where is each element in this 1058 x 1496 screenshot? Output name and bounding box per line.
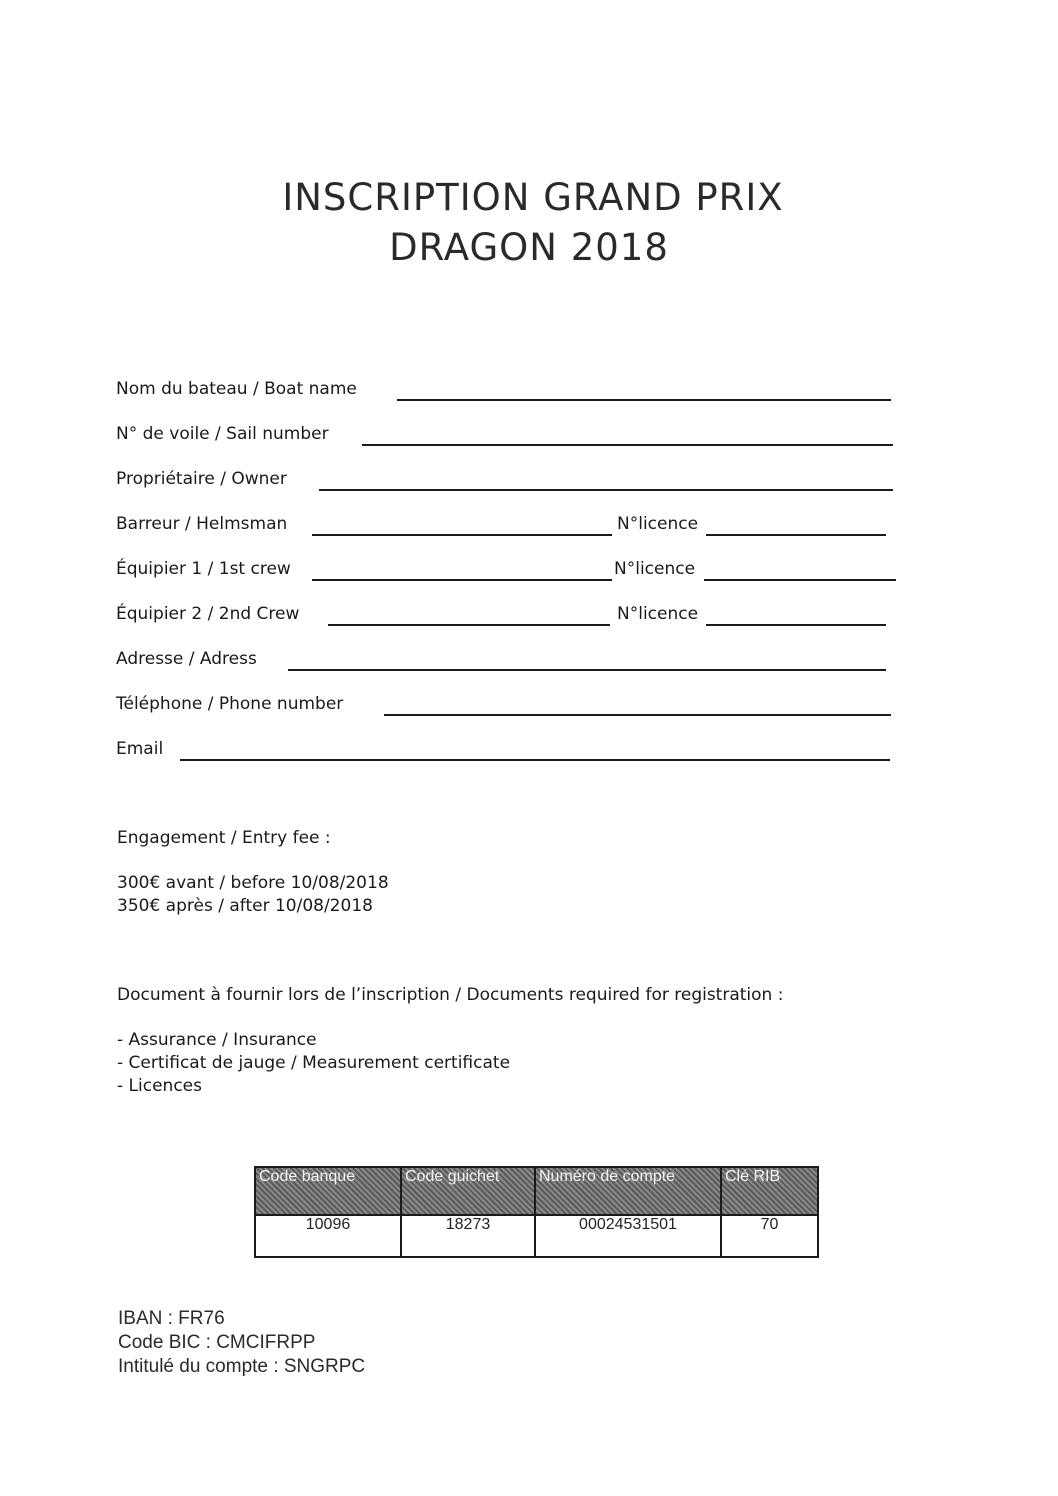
boat-name-field[interactable] bbox=[397, 399, 891, 401]
header-cle-rib: Clé RIB bbox=[721, 1167, 818, 1215]
sail-number-label: N° de voile / Sail number bbox=[116, 424, 329, 444]
sail-number-field[interactable] bbox=[362, 444, 893, 446]
fee-after: 350€ après / after 10/08/2018 bbox=[117, 896, 373, 916]
crew1-label: Équipier 1 / 1st crew bbox=[116, 559, 291, 579]
code-guichet-cell: 18273 bbox=[401, 1215, 535, 1257]
form-title-line-2: DRAGON 2018 bbox=[389, 226, 669, 269]
document-item: - Licences bbox=[117, 1076, 202, 1096]
form-title-line-1: INSCRIPTION GRAND PRIX bbox=[282, 176, 784, 219]
crew2-licence-label: N°licence bbox=[617, 604, 699, 624]
helmsman-licence-field[interactable] bbox=[706, 534, 886, 536]
address-row bbox=[116, 649, 896, 673]
boat-name-label: Nom du bateau / Boat name bbox=[116, 379, 357, 399]
phone-label: Téléphone / Phone number bbox=[116, 694, 344, 714]
email-label: Email bbox=[116, 739, 164, 759]
sail-number-row bbox=[116, 424, 896, 448]
entry-fee-heading: Engagement / Entry fee : bbox=[117, 828, 331, 848]
address-field[interactable] bbox=[288, 669, 886, 671]
email-field[interactable] bbox=[180, 759, 890, 761]
crew1-licence-label: N°licence bbox=[614, 559, 696, 579]
owner-label: Propriétaire / Owner bbox=[116, 469, 287, 489]
crew1-row bbox=[116, 559, 906, 583]
documents-heading: Document à fournir lors de l’inscription / Documents required for registration : bbox=[117, 985, 784, 1005]
code-banque-cell: 10096 bbox=[255, 1215, 401, 1257]
header-code-banque: Code banque bbox=[255, 1167, 401, 1215]
crew2-licence-field[interactable] bbox=[706, 624, 886, 626]
address-label: Adresse / Adress bbox=[116, 649, 257, 669]
crew2-row bbox=[116, 604, 896, 628]
owner-row bbox=[116, 469, 896, 493]
fee-before: 300€ avant / before 10/08/2018 bbox=[117, 873, 389, 893]
helmsman-licence-label: N°licence bbox=[617, 514, 699, 534]
helmsman-row bbox=[116, 514, 896, 538]
cle-rib-cell: 70 bbox=[721, 1215, 818, 1257]
boat-name-row bbox=[116, 379, 896, 403]
phone-field[interactable] bbox=[384, 714, 891, 716]
bic-text: Code BIC : CMCIFRPP bbox=[118, 1332, 316, 1353]
header-code-guichet: Code guichet bbox=[401, 1167, 535, 1215]
document-item: - Assurance / Insurance bbox=[117, 1030, 317, 1050]
crew2-field[interactable] bbox=[328, 624, 610, 626]
header-numero-compte: Numéro de compte bbox=[535, 1167, 721, 1215]
crew1-licence-field[interactable] bbox=[704, 579, 896, 581]
crew2-label: Équipier 2 / 2nd Crew bbox=[116, 604, 300, 624]
numero-compte-cell: 00024531501 bbox=[535, 1215, 721, 1257]
bank-details-table bbox=[254, 1166, 819, 1258]
document-item: - Certificat de jauge / Measurement certificate bbox=[117, 1053, 511, 1073]
helmsman-field[interactable] bbox=[312, 534, 612, 536]
crew1-field[interactable] bbox=[312, 579, 612, 581]
table-row bbox=[255, 1215, 818, 1257]
bank-table-header-row bbox=[255, 1167, 818, 1215]
phone-row bbox=[116, 694, 896, 718]
owner-field[interactable] bbox=[319, 489, 893, 491]
iban-text: IBAN : FR76 bbox=[118, 1308, 225, 1329]
helmsman-label: Barreur / Helmsman bbox=[116, 514, 288, 534]
email-row bbox=[116, 739, 896, 763]
account-name-text: Intitulé du compte : SNGRPC bbox=[118, 1356, 366, 1377]
